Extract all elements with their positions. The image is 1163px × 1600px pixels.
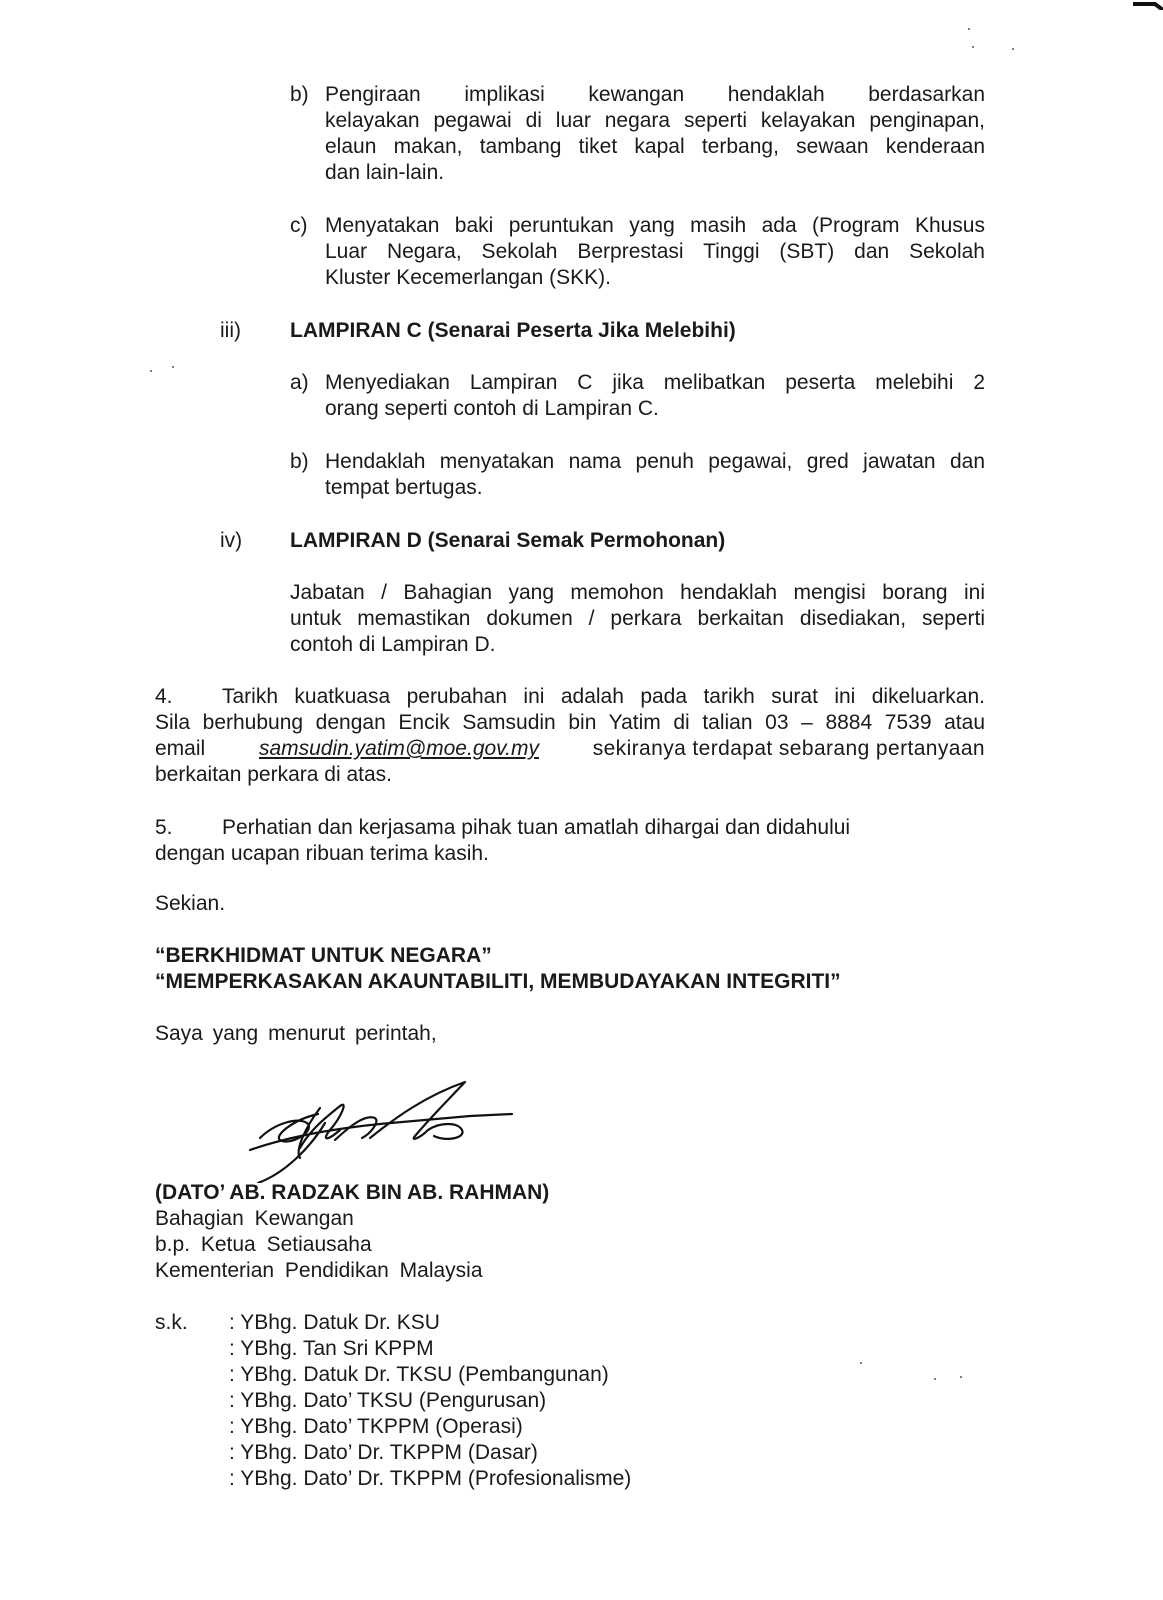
signatory-name: (DATO’ AB. RADZAK BIN AB. RAHMAN)	[155, 1181, 550, 1204]
item-c-line-3: Kluster Kecemerlangan (SKK).	[325, 266, 611, 289]
item-b-line-2: kelayakan pegawai di luar negara seperti kelayakan penginapan,	[325, 109, 985, 132]
para-5-number: 5.	[155, 816, 173, 839]
item-c-line-2: Luar Negara, Sekolah Berprestasi Tinggi (SBT) dan Sekolah	[325, 240, 985, 263]
signatory-ministry: Kementerian Pendidikan Malaysia	[155, 1259, 483, 1282]
iv-line-1: Jabatan / Bahagian yang memohon hendaklah mengisi borang ini	[290, 581, 985, 604]
section-iv-number: iv)	[220, 529, 243, 552]
para-4-line-1: Tarikh kuatkuasa perubahan ini adalah pada tarikh surat ini dikeluarkan.	[222, 685, 985, 708]
scan-speck	[972, 46, 974, 48]
item-c-line-1: Menyatakan baki peruntukan yang masih ada (Program Khusus	[325, 214, 985, 237]
scan-speck	[968, 28, 970, 30]
scan-speck	[934, 1378, 936, 1380]
para-4-line-2: Sila berhubung dengan Encik Samsudin bin Yatim di talian 03 – 8884 7539 atau	[155, 711, 985, 734]
iii-item-b-line-2: tempat bertugas.	[325, 476, 483, 499]
handwritten-signature	[230, 1078, 520, 1183]
iv-line-2: untuk memastikan dokumen / perkara berkaitan disediakan, seperti	[290, 607, 985, 630]
cc-recipient: : YBhg. Tan Sri KPPM	[229, 1337, 434, 1360]
iii-item-b-line-1: Hendaklah menyatakan nama penuh pegawai, gred jawatan dan	[325, 450, 985, 473]
item-b-line-1: Pengiraan implikasi kewangan hendaklah berdasarkan	[325, 83, 985, 106]
section-iii-number: iii)	[220, 319, 241, 342]
scan-speck	[860, 1362, 862, 1364]
para-5-line-1: Perhatian dan kerjasama pihak tuan amatlah dihargai dan didahului	[222, 816, 851, 839]
iii-item-b-label: b)	[290, 450, 309, 473]
cc-recipient: : YBhg. Dato’ TKSU (Pengurusan)	[229, 1389, 547, 1412]
signatory-role: b.p. Ketua Setiausaha	[155, 1233, 372, 1256]
signatory-department: Bahagian Kewangan	[155, 1207, 354, 1230]
cc-recipient: : YBhg. Datuk Dr. KSU	[229, 1311, 440, 1334]
para-4-line-4: berkaitan perkara di atas.	[155, 763, 392, 786]
iii-item-a-line-2: orang seperti contoh di Lampiran C.	[325, 397, 659, 420]
cc-label: s.k.	[155, 1311, 188, 1334]
item-b-line-3: elaun makan, tambang tiket kapal terbang, sewaan kenderaan	[325, 135, 985, 158]
scan-speck	[172, 366, 174, 368]
para-4-line-3	[155, 736, 985, 763]
order-line: Saya yang menurut perintah,	[155, 1022, 437, 1045]
motto-line-1: “BERKHIDMAT UNTUK NEGARA”	[155, 944, 492, 967]
scan-speck	[150, 370, 152, 372]
item-b-label: b)	[290, 83, 309, 106]
cc-recipient: : YBhg. Dato’ Dr. TKPPM (Profesionalisme)	[229, 1467, 632, 1490]
iii-item-a-line-1: Menyediakan Lampiran C jika melibatkan peserta melebihi 2	[325, 371, 985, 394]
item-b-line-4: dan lain-lain.	[325, 161, 445, 184]
para-4-line-3-suffix: sekiranya terdapat sebarang pertanyaan	[592, 737, 985, 760]
cc-recipient: : YBhg. Datuk Dr. TKSU (Pembangunan)	[229, 1363, 609, 1386]
section-iv-title: LAMPIRAN D (Senarai Semak Permohonan)	[290, 529, 726, 552]
cc-recipient: : YBhg. Dato’ TKPPM (Operasi)	[229, 1415, 523, 1438]
para-4-number: 4.	[155, 685, 173, 708]
contact-email-link[interactable]: samsudin.yatim@moe.gov.my	[258, 737, 539, 760]
scan-speck	[1012, 48, 1014, 50]
item-c-label: c)	[290, 214, 308, 237]
iii-item-a-label: a)	[290, 371, 309, 394]
para-5-line-2: dengan ucapan ribuan terima kasih.	[155, 842, 489, 865]
scan-corner-mark	[1133, 0, 1163, 10]
scan-speck	[960, 1376, 962, 1378]
closing-text: Sekian.	[155, 892, 226, 915]
iv-line-3: contoh di Lampiran D.	[290, 633, 496, 656]
cc-recipient: : YBhg. Dato’ Dr. TKPPM (Dasar)	[229, 1441, 538, 1464]
motto-line-2: “MEMPERKASAKAN AKAUNTABILITI, MEMBUDAYAKAN INTEGRITI”	[155, 970, 841, 993]
para-4-email-prefix: email	[155, 737, 206, 760]
section-iii-title: LAMPIRAN C (Senarai Peserta Jika Melebihi)	[290, 319, 736, 342]
